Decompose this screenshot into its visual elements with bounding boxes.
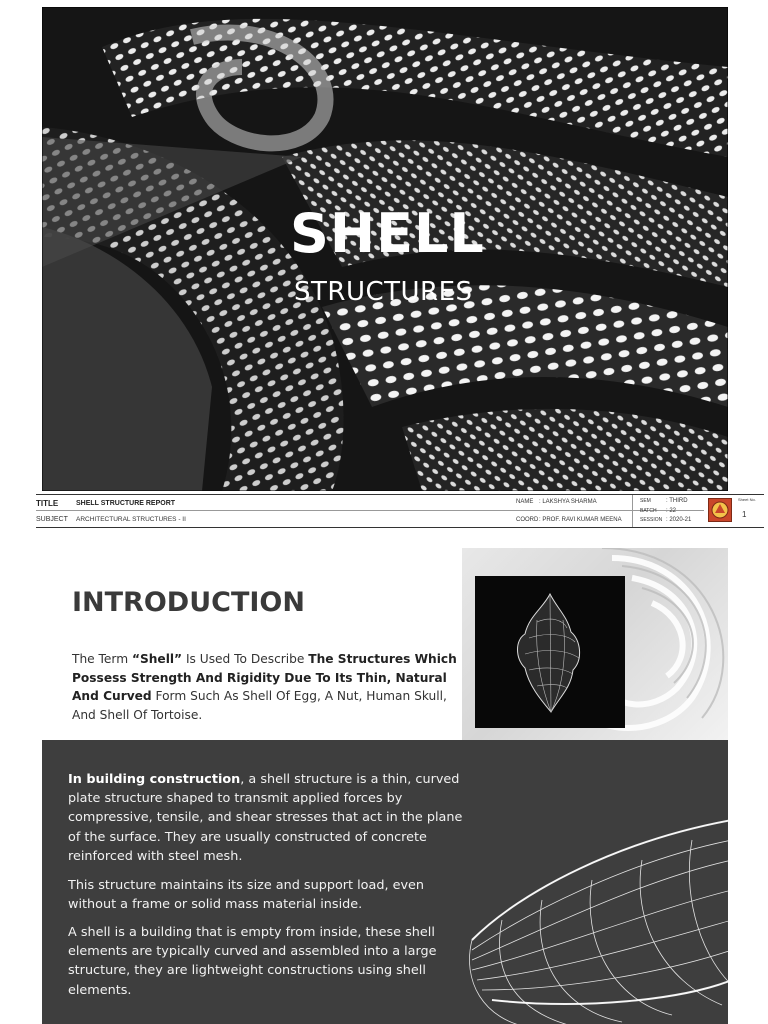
description-panel <box>42 740 728 1024</box>
intro-text-end: Form Such As Shell Of Egg, A Nut, Human Skull, And Shell Of Tortoise. <box>72 689 447 722</box>
title-block-divider <box>36 510 704 511</box>
intro-heading: INTRODUCTION <box>72 587 305 618</box>
wireframe-shell-illustration <box>442 800 728 1024</box>
sheet-number: 1 <box>742 510 747 519</box>
batch-value: : 22 <box>666 508 677 514</box>
intro-text-mid: Is Used To Describe <box>182 652 309 666</box>
name-value: : LAKSHYA SHARMA <box>539 499 597 505</box>
sem-value: : THIRD <box>666 498 688 504</box>
panel-paragraph-2: This structure maintains its size and support load, even without a frame or solid mass material inside. <box>68 878 425 913</box>
sem-label: SEM <box>640 498 651 504</box>
intro-text-emphasis: The Structures Which Possess Strength And Rigidity Due To Its Thin, Natural And Curved <box>72 652 457 703</box>
university-logo <box>708 498 732 522</box>
title-value: SHELL STRUCTURE REPORT <box>76 500 176 507</box>
conch-shell-image <box>475 576 625 728</box>
title-block <box>36 494 764 528</box>
coord-value: : PROF. RAVI KUMAR MEENA <box>539 517 622 523</box>
panel-paragraph-3: A shell is a building that is empty from inside, these shell elements are typically curved and assembled into a large structure, they are lightweight constructions using shell elements. <box>68 925 437 998</box>
intro-term-shell: “Shell” <box>131 652 183 666</box>
cover-image <box>42 7 728 491</box>
cover-title: SHELL <box>290 202 485 265</box>
sheet-label: Sheet No. <box>738 497 756 502</box>
cover-subtitle: STRUCTURES <box>294 277 473 307</box>
batch-label: BATCH <box>640 508 657 514</box>
title-block-separator <box>632 495 633 527</box>
subject-label: SUBJECT <box>36 516 68 523</box>
session-label: SESSION <box>640 517 663 523</box>
coord-label: COORD <box>516 517 539 523</box>
panel-paragraph-1-lead: In building construction <box>68 772 241 787</box>
panel-paragraph-1 <box>68 770 468 866</box>
intro-text-start: The Term <box>72 652 129 666</box>
name-label: NAME <box>516 499 534 505</box>
session-value: : 2020-21 <box>666 517 692 523</box>
subject-value: ARCHITECTURAL STRUCTURES - II <box>76 516 186 523</box>
intro-paragraph <box>72 650 462 724</box>
panel-paragraph-1-body: , a shell structure is a thin, curved plate structure shaped to transmit applied forces by compressive, tensile, and shear stresses that act in the plane of the surface. They are usually constructed of concrete reinforced with steel mesh. <box>68 772 463 864</box>
title-label: TITLE <box>36 499 59 508</box>
